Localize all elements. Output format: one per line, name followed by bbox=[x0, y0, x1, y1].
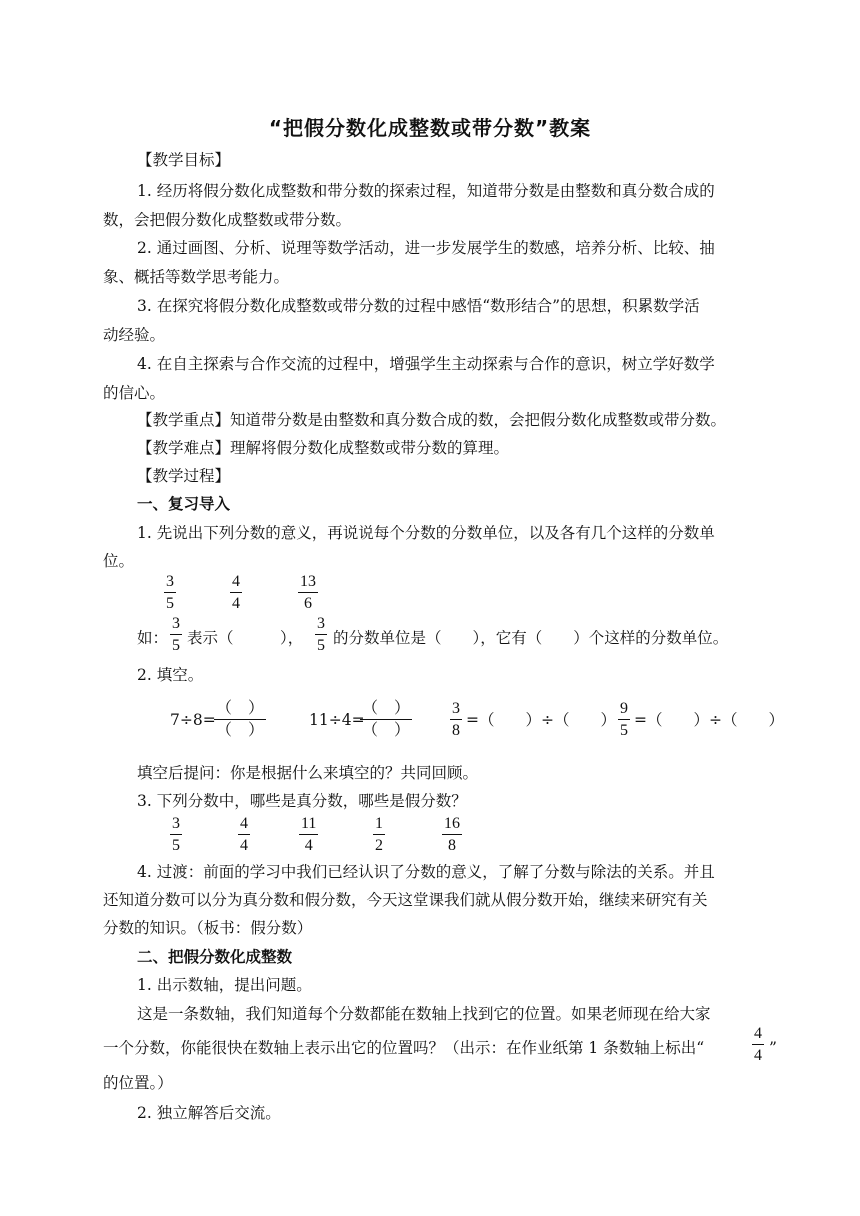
question-4-line-1: 4. 过渡：前面的学习中我们已经认识了分数的意义，了解了分数与除法的关系。并且 bbox=[137, 863, 715, 881]
goal-3-line-1: 3. 在探究将假分数化成整数或带分数的过程中感悟“数形结合”的思想，积累数学活 bbox=[137, 297, 700, 315]
fraction: 11 4 bbox=[301, 815, 317, 854]
fraction: 3 5 bbox=[172, 615, 180, 654]
fraction: 16 8 bbox=[444, 815, 460, 854]
closing-quote: ” bbox=[769, 1039, 777, 1057]
fraction: 13 6 bbox=[300, 573, 316, 612]
section-2-paragraph-line-2: 一个分数，你能很快在数轴上表示出它的位置吗？（出示：在作业纸第 1 条数轴上标出“ bbox=[103, 1039, 705, 1057]
example-prefix: 如： bbox=[137, 629, 169, 647]
section-2-item-2: 2. 独立解答后交流。 bbox=[137, 1104, 281, 1122]
goal-3-line-2: 动经验。 bbox=[103, 326, 166, 344]
fill-blank-fraction: （ ） （ ） bbox=[216, 700, 265, 739]
question-4-line-2: 还知道分数可以分为真分数和假分数，今天这堂课我们就从假分数开始，继续来研究有关 bbox=[103, 891, 708, 909]
process-heading: 【教学过程】 bbox=[137, 467, 231, 485]
fill-blank-fraction: （ ） （ ） bbox=[362, 700, 411, 739]
fraction: 4 4 bbox=[754, 1025, 762, 1064]
goal-4-line-1: 4. 在自主探索与合作交流的过程中，增强学生主动探索与合作的意识，树立学好数学 bbox=[137, 355, 715, 373]
section-2-paragraph-line-1: 这是一条数轴，我们知道每个分数都能在数轴上找到它的位置。如果老师现在给大家 bbox=[137, 1005, 711, 1023]
goal-2-line-1: 2. 通过画图、分析、说理等数学活动，进一步发展学生的数感，培养分析、比较、抽 bbox=[137, 239, 715, 257]
section-2-item-1: 1. 出示数轴，提出问题。 bbox=[137, 976, 312, 994]
fraction: 3 8 bbox=[452, 700, 460, 739]
page-title: “把假分数化成整数或带分数”教案 bbox=[268, 116, 592, 140]
fraction: 4 4 bbox=[240, 815, 248, 854]
fraction: 9 5 bbox=[620, 700, 628, 739]
fraction: 3 5 bbox=[166, 573, 174, 612]
question-4-line-3: 分数的知识。（板书：假分数） bbox=[103, 919, 313, 937]
goal-1-line-1: 1. 经历将假分数化成整数和带分数的探索过程，知道带分数是由整数和真分数合成的 bbox=[137, 182, 715, 200]
fill-expression-2: 11÷4= bbox=[309, 711, 365, 729]
key-point: 【教学重点】知道带分数是由整数和真分数合成的数，会把假分数化成整数或带分数。 bbox=[137, 411, 727, 429]
goal-2-line-2: 象、概括等数学思考能力。 bbox=[103, 268, 290, 286]
section-2-heading: 二、把假分数化成整数 bbox=[137, 948, 293, 966]
goals-heading: 【教学目标】 bbox=[137, 151, 231, 169]
goal-1-line-2: 数，会把假分数化成整数或带分数。 bbox=[103, 211, 352, 229]
goal-4-line-2: 的信心。 bbox=[103, 384, 166, 402]
fill-expression-4: =（ ）÷（ ） bbox=[634, 711, 784, 729]
fraction: 4 4 bbox=[232, 573, 240, 612]
followup-question: 填空后提问：你是根据什么来填空的？共同回顾。 bbox=[137, 764, 479, 782]
fraction: 3 5 bbox=[172, 815, 180, 854]
question-2: 2. 填空。 bbox=[137, 666, 204, 684]
example-text-2: 的分数单位是（ ），它有（ ）个这样的分数单位。 bbox=[333, 629, 729, 647]
fraction: 1 2 bbox=[375, 815, 383, 854]
fill-expression-1: 7÷8= bbox=[170, 711, 216, 729]
section-1-heading: 一、复习导入 bbox=[137, 495, 231, 513]
question-1-line-2: 位。 bbox=[103, 552, 135, 570]
fill-expression-3: =（ ）÷（ ） bbox=[466, 711, 616, 729]
difficulty: 【教学难点】理解将假分数化成整数或带分数的算理。 bbox=[137, 439, 510, 457]
question-1-line-1: 1. 先说出下列分数的意义，再说说每个分数的分数单位，以及各有几个这样的分数单 bbox=[137, 524, 715, 542]
fraction: 3 5 bbox=[317, 615, 325, 654]
question-3: 3. 下列分数中，哪些是真分数，哪些是假分数？ bbox=[137, 792, 467, 810]
example-text-1: 表示（ ）， bbox=[187, 629, 304, 647]
section-2-paragraph-line-3: 的位置。） bbox=[103, 1074, 173, 1092]
